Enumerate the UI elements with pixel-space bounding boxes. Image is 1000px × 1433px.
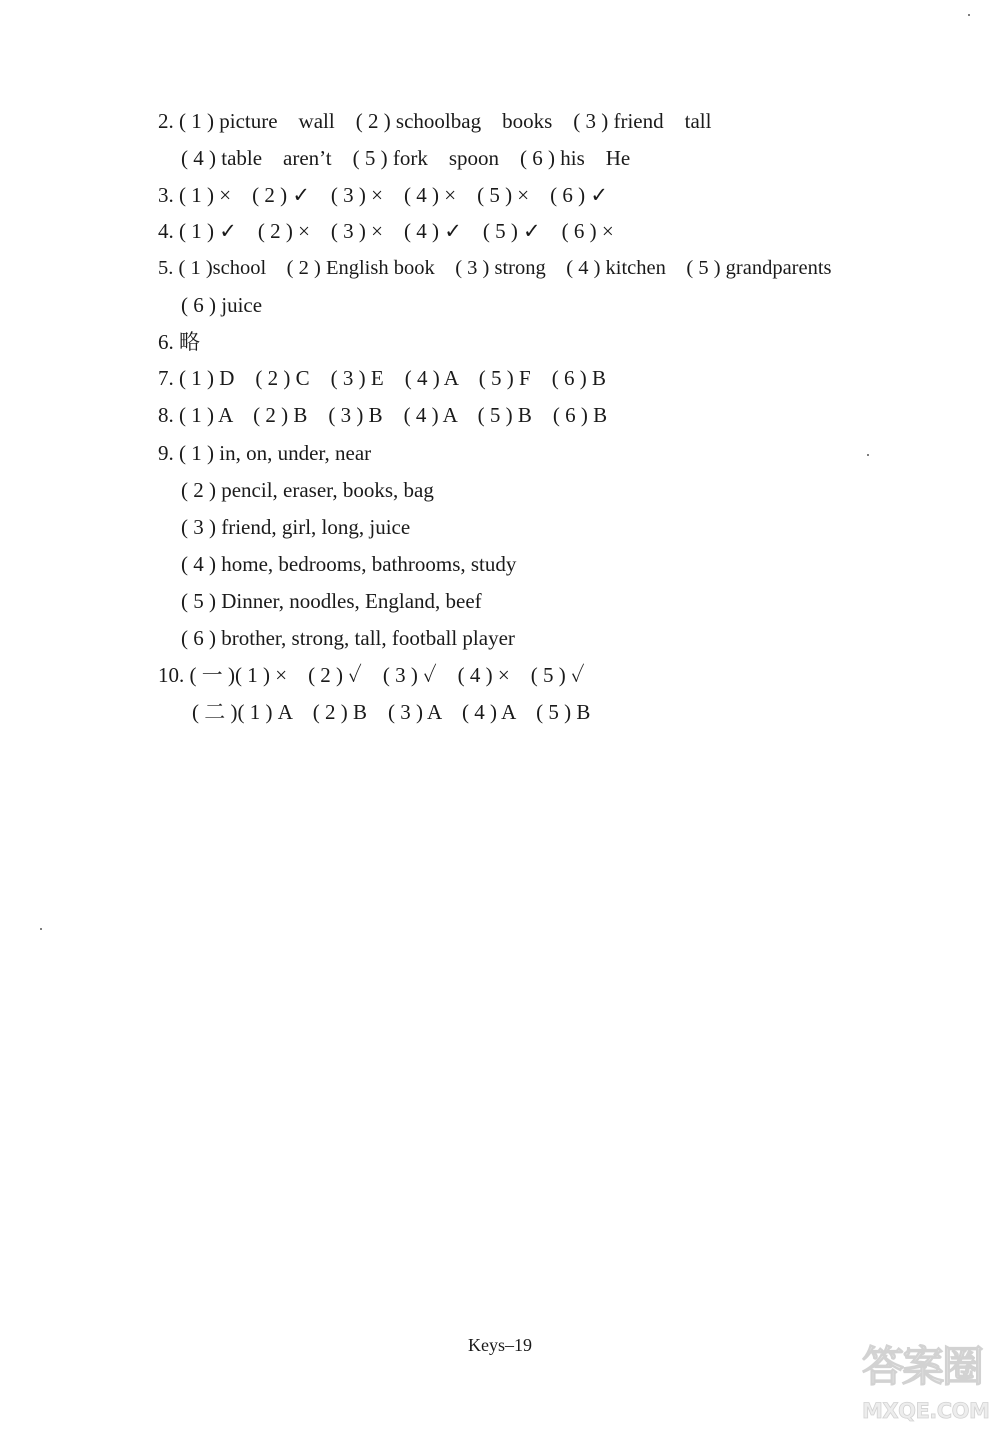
- answer-line-9-4: ( 4 ) home, bedrooms, bathrooms, study: [181, 552, 517, 576]
- answer-line-9-2: ( 2 ) pencil, eraser, books, bag: [181, 478, 434, 502]
- answer-line-4: 4. ( 1 ) ✓ ( 2 ) × ( 3 ) × ( 4 ) ✓ ( 5 ) ✓ ( 6 ) ×: [158, 219, 614, 243]
- watermark-logo-glyphs: 答案圈: [862, 1342, 983, 1391]
- answer-line-5b: ( 6 ) juice: [181, 293, 263, 317]
- answer-line-3: 3. ( 1 ) × ( 2 ) ✓ ( 3 ) × ( 4 ) × ( 5 ) × ( 6 ) ✓: [158, 183, 608, 207]
- answer-line-10a: 10. ( 一 )( 1 ) × ( 2 ) ✓ ( 3 ) ✓ ( 4 ) × ( 5 ) ✓: [158, 663, 585, 687]
- watermark-site-text: MXQE.COM: [862, 1399, 990, 1423]
- answer-line-9-5: ( 5 ) Dinner, noodles, England, beef: [181, 589, 482, 613]
- answer-line-2b: ( 4 ) table aren’t ( 5 ) fork spoon ( 6 ) his He: [181, 146, 631, 170]
- answer-line-6: 6. 略: [158, 330, 200, 354]
- answer-line-2a: 2. ( 1 ) picture wall ( 2 ) schoolbag books ( 3 ) friend tall: [158, 109, 712, 133]
- scan-speck: [867, 454, 869, 456]
- page-number: Keys–19: [468, 1335, 532, 1355]
- answer-line-8: 8. ( 1 ) A ( 2 ) B ( 3 ) B ( 4 ) A ( 5 ) B ( 6 ) B: [158, 403, 608, 427]
- answer-line-9-6: ( 6 ) brother, strong, tall, football player: [181, 626, 515, 650]
- answer-line-10b: ( 二 )( 1 ) A ( 2 ) B ( 3 ) A ( 4 ) A ( 5 ) B: [192, 700, 591, 724]
- answer-line-9-3: ( 3 ) friend, girl, long, juice: [181, 515, 411, 539]
- watermark-logo: [862, 1337, 992, 1429]
- scan-speck: [40, 928, 42, 930]
- answer-line-9-1: 9. ( 1 ) in, on, under, near: [158, 441, 372, 465]
- answer-line-7: 7. ( 1 ) D ( 2 ) C ( 3 ) E ( 4 ) A ( 5 ) F ( 6 ) B: [158, 366, 606, 390]
- answer-line-5a: 5. ( 1 )school ( 2 ) English book ( 3 ) strong ( 4 ) kitchen ( 5 ) grandparents: [158, 257, 832, 279]
- scan-speck: [968, 14, 970, 16]
